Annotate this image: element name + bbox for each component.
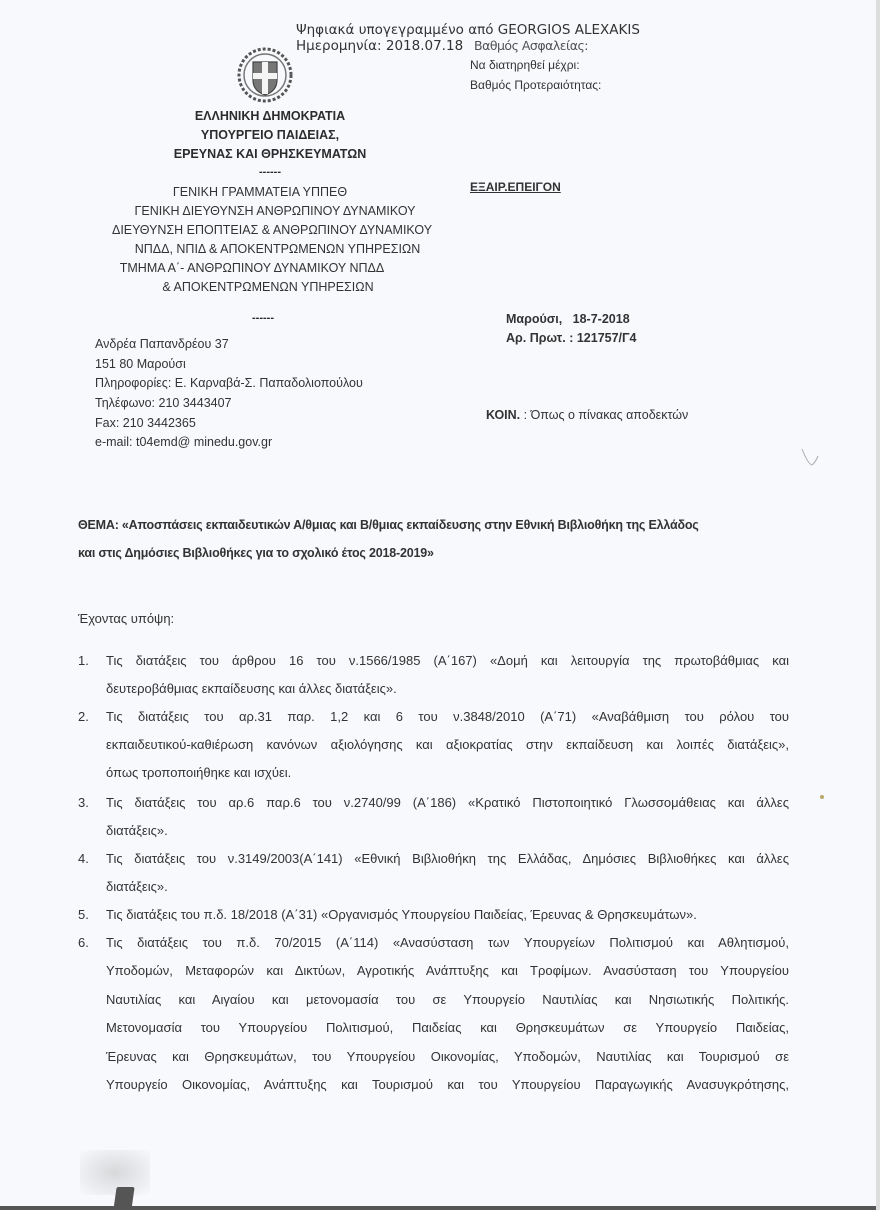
org-line-entities: ΝΠΔΔ, ΝΠΙΔ & ΑΠΟΚΕΝΤΡΩΜΕΝΩΝ ΥΠΗΡΕΣΙΩΝ <box>134 242 421 256</box>
scan-speck-decoration <box>820 795 824 799</box>
list-item-number-2: 2. <box>78 709 89 724</box>
list-item-number-1: 1. <box>78 653 89 668</box>
org-line-decentralized: & ΑΠΟΚΕΝΤΡΩΜΕΝΩΝ ΥΠΗΡΕΣΙΩΝ <box>162 280 374 294</box>
list-item-1-line-2: δευτεροβάθμιας εκπαίδευσης και άλλες διατάξεις». <box>106 681 397 696</box>
list-item-6-line-4: Μετονομασία του Υπουργείου Πολιτισμού, Παιδείας και Θρησκευμάτων σε Υπουργείο Παιδείας, <box>106 1020 789 1035</box>
ministry-title-line2: ΕΡΕΥΝΑΣ ΚΑΙ ΘΡΗΣΚΕΥΜΑΤΩΝ <box>173 147 367 161</box>
priority-label: Βαθμός Προτεραιότητας: <box>470 78 602 92</box>
address-fax: Fax: 210 3442365 <box>95 416 196 430</box>
list-item-6-line-6: Υπουργείο Οικονομίας, Ανάπτυξης και Τουρισμού και του Υπουργείου Παραγωγικής Ανασυγκρότησης, <box>106 1077 789 1092</box>
list-item-number-6: 6. <box>78 935 89 950</box>
list-item-2-line-1: Τις διατάξεις του αρ.31 παρ. 1,2 και 6 του ν.3848/2010 (Α΄71) «Αναβάθμιση του ρόλου του <box>106 709 789 724</box>
org-line-department: ΤΜΗΜΑ Α΄- ΑΝΘΡΩΠΙΝΟΥ ΔΥΝΑΜΙΚΟΥ ΝΠΔΔ <box>119 261 385 275</box>
address-street: Ανδρέα Παπανδρέου 37 <box>95 337 229 351</box>
address-email: e-mail: t04emd@ minedu.gov.gr <box>95 435 273 449</box>
cc-label: ΚΟΙΝ. <box>486 408 521 422</box>
digital-signature-date: Ημερομηνία: 2018.07.18 <box>296 38 464 54</box>
pen-mark-decoration <box>800 446 820 468</box>
digital-signature-overlap-text <box>474 38 588 54</box>
ministry-title-line1: ΥΠΟΥΡΓΕΙΟ ΠΑΙΔΕΙΑΣ, <box>200 128 340 142</box>
list-item-2-line-3: όπως τροποποιήθηκε και ισχύει. <box>106 765 292 780</box>
list-item-number-5: 5. <box>78 907 89 922</box>
header-separator: ------ <box>259 166 281 178</box>
address-postcode-city: 151 80 Μαρούσι <box>95 357 186 371</box>
org-line-general-secretariat: ΓΕΝΙΚΗ ΓΡΑΜΜΑΤΕΙΑ ΥΠΠΕΘ <box>172 185 348 199</box>
list-item-number-4: 4. <box>78 851 89 866</box>
greek-coat-of-arms-icon <box>237 47 293 103</box>
page-bottom-edge <box>0 1206 880 1210</box>
republic-title: ΕΛΛΗΝΙΚΗ ΔΗΜΟΚΡΑΤΙΑ <box>194 109 346 123</box>
retain-until-label: Να διατηρηθεί μέχρι: <box>470 58 580 72</box>
digital-signature-signer: Ψηφιακά υπογεγραμμένο από GEORGIOS ALEXAKIS <box>296 22 640 38</box>
list-item-number-3: 3. <box>78 795 89 810</box>
list-item-4-line-2: διατάξεις». <box>106 879 168 894</box>
org-line-directorate: ΔΙΕΥΘΥΝΣΗ ΕΠΟΠΤΕΙΑΣ & ΑΝΘΡΩΠΙΝΟΥ ΔΥΝΑΜΙΚΟΥ <box>111 223 433 237</box>
considerations-intro: Έχοντας υπόψη: <box>78 611 175 626</box>
cc-recipients <box>486 408 688 422</box>
place-date: Μαρούσι, 18-7-2018 <box>506 312 630 326</box>
subject-line1: ΘΕΜΑ: «Αποσπάσεις εκπαιδευτικών Α/θμιας και Β/θμιας εκπαίδευσης στην Εθνική Βιβλιοθήκη της Ελλάδος <box>78 518 699 532</box>
org-line-general-directorate: ΓΕΝΙΚΗ ΔΙΕΥΘΥΝΣΗ ΑΝΘΡΩΠΙΝΟΥ ΔΥΝΑΜΙΚΟΥ <box>134 204 416 218</box>
cc-value: : Όπως ο πίνακας αποδεκτών <box>520 408 689 422</box>
list-item-2-line-2: εκπαιδευτικού-καθιέρωση κανόνων αξιολόγησης και αξιοκρατίας στην εκπαίδευση και λοιπές διατάξεις», <box>106 737 789 752</box>
list-item-6-line-2: Υποδομών, Μεταφορών και Δικτύων, Αγροτικής Ανάπτυξης και Τροφίμων. Ανασύσταση του Υπουργείου <box>106 963 789 978</box>
list-item-6-line-1: Τις διατάξεις του π.δ. 70/2015 (Α΄114) «Ανασύσταση των Υπουργείων Πολιτισμού και Αθλητισμού, <box>106 935 789 950</box>
list-item-3-line-1: Τις διατάξεις του αρ.6 παρ.6 του ν.2740/99 (Α΄186) «Κρατικό Πιστοποιητικό Γλωσσομάθειας και άλλες <box>106 795 789 810</box>
list-item-5-line-1: Τις διατάξεις του π.δ. 18/2018 (Α΄31) «Οργανισμός Υπουργείου Παιδείας, Έρευνας & Θρησκευμάτων». <box>106 907 697 922</box>
list-item-4-line-1: Τις διατάξεις του ν.3149/2003(Α΄141) «Εθνική Βιβλιοθήκη της Ελλάδας, Δημόσιες Βιβλιοθήκες και άλλες <box>106 851 789 866</box>
address-info-contacts: Πληροφορίες: Ε. Καρναβά-Σ. Παπαδολιοπούλου <box>95 376 363 390</box>
page-right-edge <box>876 0 880 1210</box>
urgency-label: ΕΞΑΙΡ.ΕΠΕΙΓΟΝ <box>470 180 561 194</box>
protocol-number: Αρ. Πρωτ. : 121757/Γ4 <box>506 331 637 345</box>
scan-smudge-decoration <box>80 1150 150 1195</box>
address-phone: Τηλέφωνο: 210 3443407 <box>95 396 232 410</box>
security-level-label: Βαθμός Ασφαλείας: <box>474 38 589 53</box>
list-item-6-line-3: Ναυτιλίας και Αιγαίου και μετονομασία του σε Υπουργείο Ναυτιλίας και Νησιωτικής Πολιτικής. <box>106 992 789 1007</box>
list-item-6-line-5: Έρευνας και Θρησκευμάτων, του Υπουργείου Οικονομίας, Υποδομών, Ναυτιλίας και Τουρισμού σε <box>106 1049 789 1064</box>
header-separator-2: ------ <box>252 312 274 324</box>
list-item-1-line-1: Τις διατάξεις του άρθρου 16 του ν.1566/1985 (Α΄167) «Δομή και λειτουργία της πρωτοβάθμιας και <box>106 653 789 668</box>
subject-line2: και στις Δημόσιες Βιβλιοθήκες για το σχολικό έτος 2018-2019» <box>78 546 434 560</box>
list-item-3-line-2: διατάξεις». <box>106 823 168 838</box>
